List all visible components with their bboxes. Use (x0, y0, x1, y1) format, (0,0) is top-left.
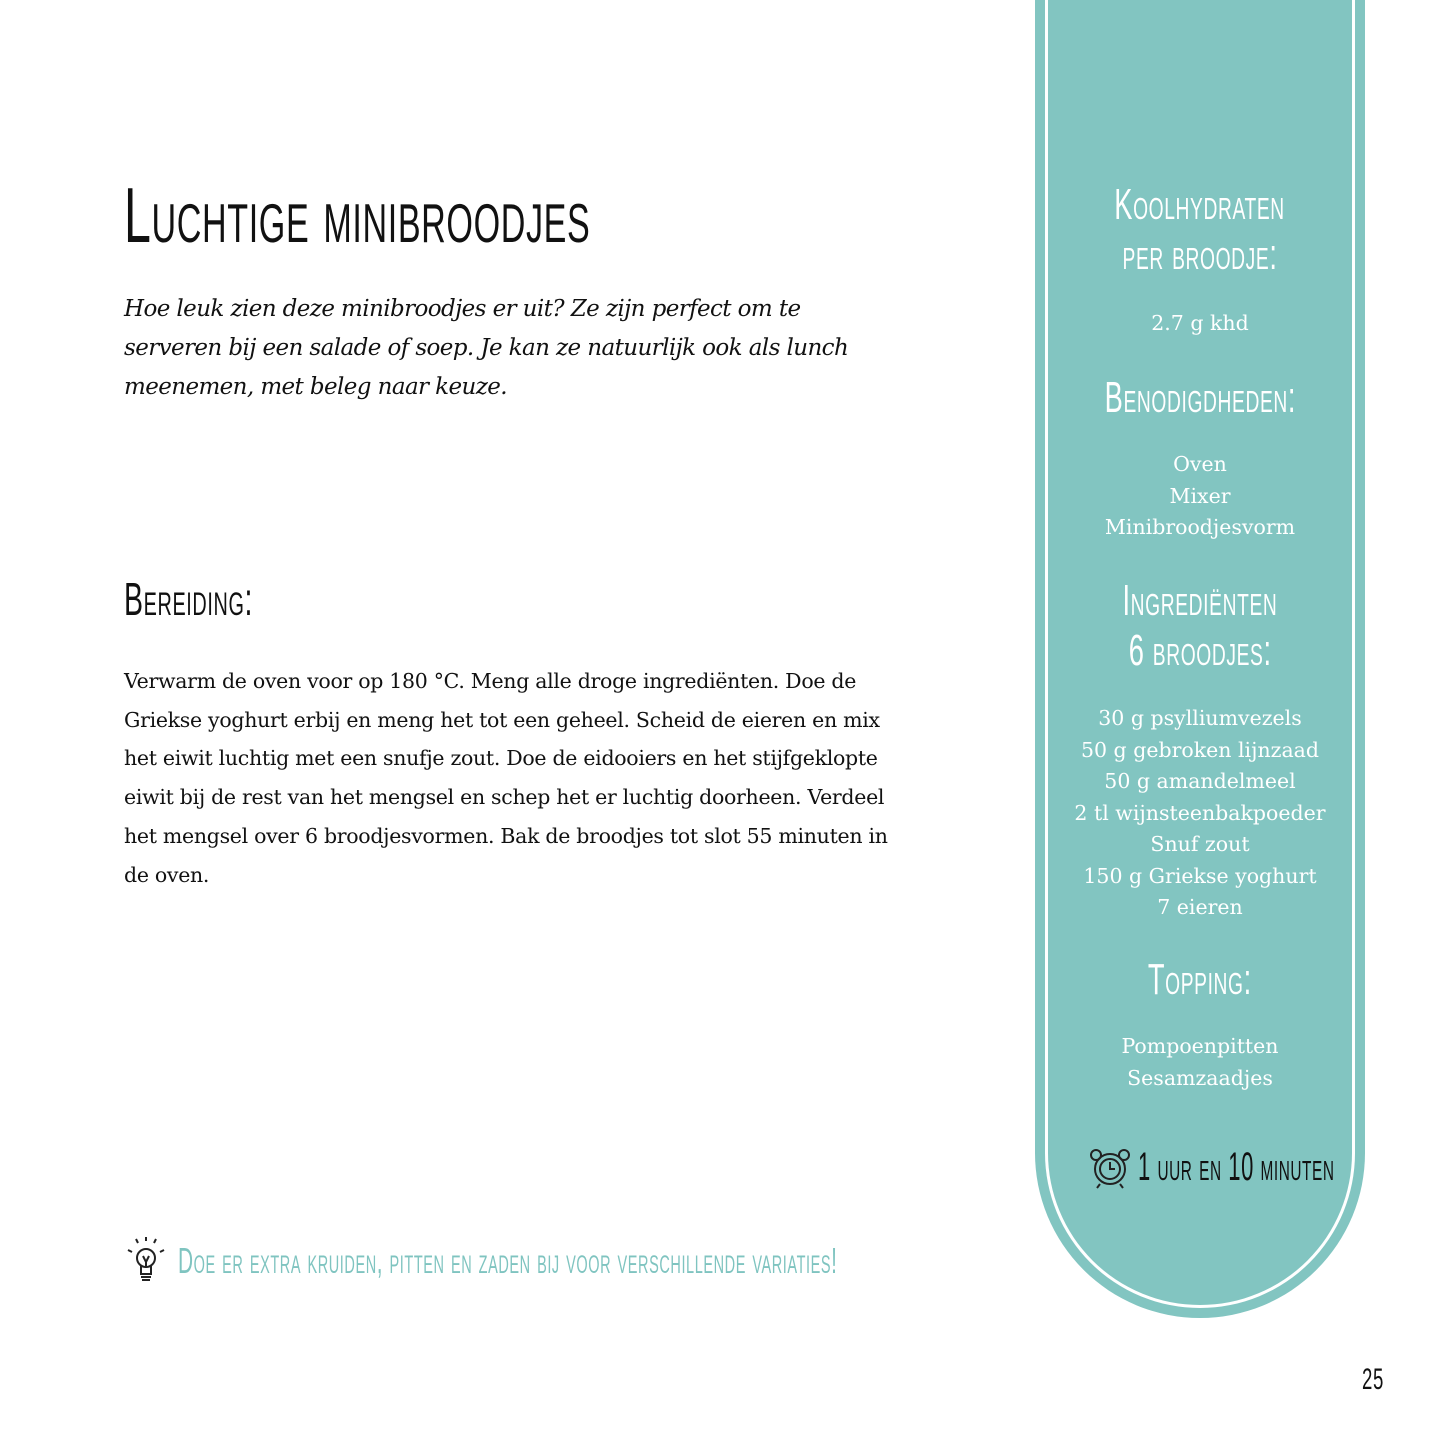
ingredient-item: Snuf zout (1150, 832, 1250, 856)
ingredients-heading: Ingrediënten 6 broodjes: (1122, 576, 1278, 675)
ingredient-item: 30 g psylliumvezels (1098, 706, 1302, 730)
prep-time: 1 uur en 10 minuten (1088, 1145, 1440, 1190)
ingredient-item: 7 eieren (1157, 895, 1243, 919)
tool-item: Minibroodjesvorm (1104, 515, 1296, 539)
alarm-clock-icon (1088, 1147, 1132, 1189)
page-number: 25 (1362, 1363, 1384, 1396)
topping-item: Pompoenpitten (1121, 1034, 1279, 1058)
tools-list (1035, 449, 1365, 544)
tip: Doe er extra kruiden, pitten en zaden bij voor verschillende variaties! (126, 1236, 1315, 1286)
tool-item: Oven (1173, 452, 1227, 476)
carbs-heading: Koolhydraten per broodje: (1114, 180, 1286, 279)
ingredient-item: 2 tl wijnsteenbakpoeder (1074, 800, 1326, 825)
topping-item: Sesamzaadjes (1127, 1065, 1273, 1090)
ingredients-list (1035, 703, 1365, 924)
tool-item: Mixer (1169, 483, 1231, 508)
ingredient-item: 50 g gebroken lijnzaad (1080, 737, 1320, 762)
lightbulb-icon (126, 1236, 166, 1286)
ingredient-item: 150 g Griekse yoghurt (1083, 863, 1317, 888)
topping-list (1035, 1031, 1365, 1094)
bereiding-heading: Bereiding: (124, 573, 254, 625)
ingredient-item: 50 g amandelmeel (1104, 769, 1296, 793)
page-title: Luchtige minibroodjes (124, 171, 591, 259)
bereiding-text: Verwarm de oven voor op 180 °C. Meng alle droge ingrediënten. Doe de Griekse yoghurt erbij en meng het tot een geheel. Scheid de eieren en mix het eiwit luchtig met een snufje zout. Doe de eidooiers en het stijfgeklopte eiwit bij de rest van het mengsel en schep het er luchtig doorheen. Verdeel het mengsel over 6 broodjesvormen. Bak de broodjes tot slot 55 minuten in de oven. (124, 669, 888, 887)
info-panel (1035, 0, 1365, 1318)
tools-heading: Benodigdheden: (1104, 373, 1296, 422)
topping-heading: Topping: (1148, 955, 1252, 1004)
carbs-value: 2.7 g khd (1151, 311, 1249, 335)
intro-text: Hoe leuk zien deze minibroodjes er uit? Ze zijn perfect om te serveren bij een salade of soep. Je kan ze natuurlijk ook als lunch meenemen, met beleg naar keuze. (124, 296, 849, 400)
